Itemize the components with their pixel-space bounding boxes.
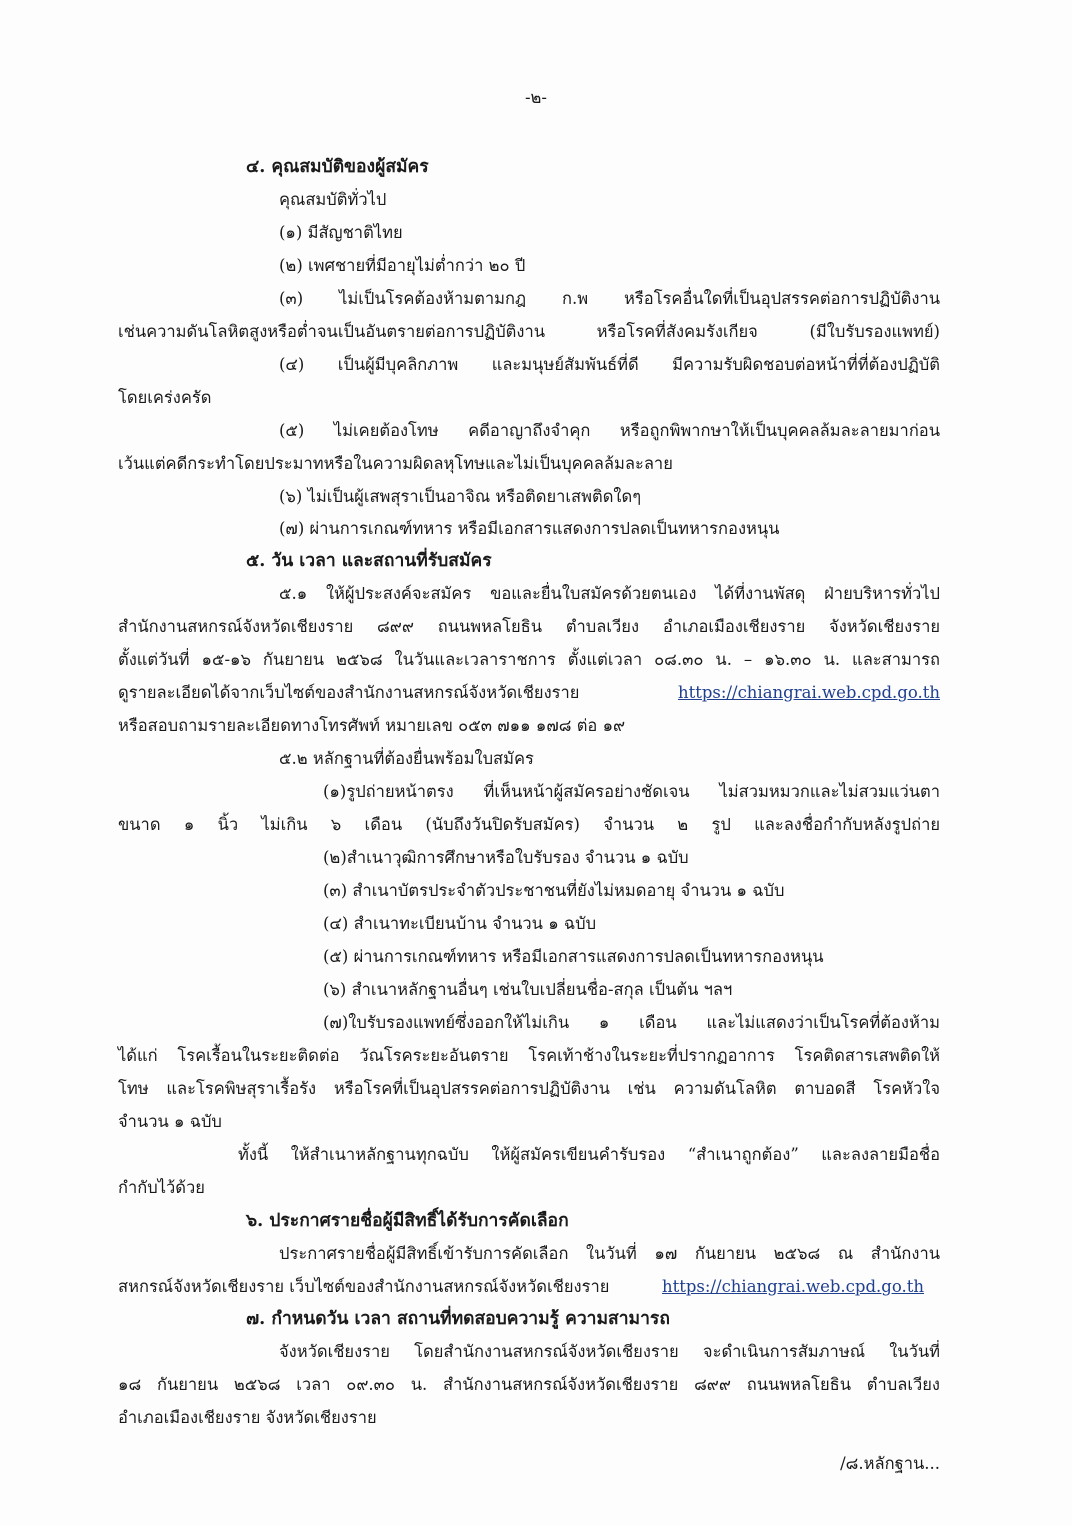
announcement-line-1: ประกาศรายชื่อผู้มีสิทธิ์เข้ารับการคัดเลือก ในวันที่ ๑๗ กันยายน ๒๕๖๘ ณ สำนักงาน xyxy=(279,1244,940,1263)
document-item-3: (๓) สำเนาบัตรประจำตัวประชาชนที่ยังไม่หมดอายุ จำนวน ๑ ฉบับ xyxy=(323,881,785,900)
qualification-item-7: (๗) ผ่านการเกณฑ์ทหาร หรือมีเอกสารแสดงการปลดเป็นทหารกองหนุน xyxy=(279,519,780,538)
document-item-4: (๔) สำเนาทะเบียนบ้าน จำนวน ๑ ฉบับ xyxy=(323,914,597,933)
announcement-website-link[interactable]: https://chiangrai.web.cpd.go.th xyxy=(661,1277,924,1296)
section-7-heading: ๗. กำหนดวัน เวลา สถานที่ทดสอบความรู้ ความสามารถ xyxy=(246,1309,670,1329)
document-item-7-line-1: (๗)ใบรับรองแพทย์ซึ่งออกให้ไม่เกิน ๑ เดือน และไม่แสดงว่าเป็นโรคที่ต้องห้าม xyxy=(323,1013,940,1032)
document-item-1-line-1: (๑)รูปถ่ายหน้าตรง ที่เห็นหน้าผู้สมัครอย่างชัดเจน ไม่สวมหมวกและไม่สวมแว่นตา xyxy=(323,782,940,801)
document-item-7-line-2: ได้แก่ โรคเรื้อนในระยะติดต่อ วัณโรคระยะอันตราย โรคเท้าช้างในระยะที่ปรากฏอาการ โรคติดสารเสพติดให้ xyxy=(118,1046,940,1065)
certification-note-line-1: ทั้งนี้ ให้สำเนาหลักฐานทุกฉบับ ให้ผู้สมัครเขียนคำรับรอง “สำเนาถูกต้อง” และลงลายมือชื่อ xyxy=(238,1145,940,1164)
qualification-item-2: (๒) เพศชายที่มีอายุไม่ต่ำกว่า ๒๐ ปี xyxy=(279,256,526,275)
documents-subheading: ๕.๒ หลักฐานที่ต้องยื่นพร้อมใบสมัคร xyxy=(279,749,534,768)
page-number: -๒- xyxy=(524,88,548,107)
document-item-7-line-4: จำนวน ๑ ฉบับ xyxy=(118,1112,222,1131)
interview-line-3: อำเภอเมืองเชียงราย จังหวัดเชียงราย xyxy=(118,1408,377,1427)
announcement-website-text: สหกรณ์จังหวัดเชียงราย เว็บไซต์ของสำนักงานสหกรณ์จังหวัดเชียงราย xyxy=(118,1277,610,1296)
continuation-note: /๘.หลักฐาน... xyxy=(840,1454,940,1473)
section-4-subheading: คุณสมบัติทั่วไป xyxy=(279,190,387,209)
application-paragraph-line-2: สำนักงานสหกรณ์จังหวัดเชียงราย ๘๙๙ ถนนพหลโยธิน ตำบลเวียง อำเภอเมืองเชียงราย จังหวัดเชียงราย xyxy=(118,617,940,636)
qualification-item-6: (๖) ไม่เป็นผู้เสพสุราเป็นอาจิณ หรือติดยาเสพติดใดๆ xyxy=(279,487,642,506)
document-item-6: (๖) สำเนาหลักฐานอื่นๆ เช่นใบเปลี่ยนชื่อ-สกุล เป็นต้น ฯลฯ xyxy=(323,980,733,999)
qualification-item-4-line-1: (๔) เป็นผู้มีบุคลิกภาพ และมนุษย์สัมพันธ์ที่ดี มีความรับผิดชอบต่อหน้าที่ที่ต้องปฏิบัติ xyxy=(279,355,940,374)
document-item-1-line-2: ขนาด ๑ นิ้ว ไม่เกิน ๖ เดือน (นับถึงวันปิดรับสมัคร) จำนวน ๒ รูป และลงชื่อกำกับหลังรูปถ่าย xyxy=(118,815,940,834)
qualification-item-3-line-1: (๓) ไม่เป็นโรคต้องห้ามตามกฎ ก.พ หรือโรคอื่นใดที่เป็นอุปสรรคต่อการปฏิบัติงาน xyxy=(279,289,940,308)
qualification-item-3-line-2: เช่นความดันโลหิตสูงหรือต่ำจนเป็นอันตรายต่อการปฏิบัติงาน หรือโรคที่สังคมรังเกียจ (มีใบรับรองแพทย์) xyxy=(118,322,940,341)
application-paragraph-line-5: หรือสอบถามรายละเอียดทางโทรศัพท์ หมายเลข ๐๕๓ ๗๑๑ ๑๗๘ ต่อ ๑๙ xyxy=(118,716,626,735)
interview-line-1: จังหวัดเชียงราย โดยสำนักงานสหกรณ์จังหวัดเชียงราย จะดำเนินการสัมภาษณ์ ในวันที่ xyxy=(279,1342,940,1361)
qualification-item-1: (๑) มีสัญชาติไทย xyxy=(279,223,403,242)
document-item-7-line-3: โทษ และโรคพิษสุราเรื้อรัง หรือโรคที่เป็นอุปสรรคต่อการปฏิบัติงาน เช่น ความดันโลหิต ตาบอดสี โรคหัวใจ xyxy=(118,1079,940,1098)
qualification-item-4-line-2: โดยเคร่งครัด xyxy=(118,388,212,407)
section-6-heading: ๖. ประกาศรายชื่อผู้มีสิทธิ์ได้รับการคัดเลือก xyxy=(246,1211,569,1231)
announcement-line-2 xyxy=(118,1275,924,1299)
website-link[interactable]: https://chiangrai.web.cpd.go.th xyxy=(677,683,940,702)
application-paragraph-line-4 xyxy=(118,681,940,705)
section-5-heading: ๕. วัน เวลา และสถานที่รับสมัคร xyxy=(246,551,492,571)
section-4-heading: ๔. คุณสมบัติของผู้สมัคร xyxy=(246,157,429,177)
document-item-2: (๒)สำเนาวุฒิการศึกษาหรือใบรับรอง จำนวน ๑ ฉบับ xyxy=(323,848,689,867)
application-paragraph-line-3: ตั้งแต่วันที่ ๑๕-๑๖ กันยายน ๒๕๖๘ ในวันและเวลาราชการ ตั้งแต่เวลา ๐๘.๓๐ น. – ๑๖.๓๐ น. และสามารถ xyxy=(118,650,940,669)
qualification-item-5-line-2: เว้นแต่คดีกระทำโดยประมาทหรือในความผิดลหุโทษและไม่เป็นบุคคลล้มละลาย xyxy=(118,454,673,473)
application-paragraph-line-1: ๕.๑ ให้ผู้ประสงค์จะสมัคร ขอและยื่นใบสมัครด้วยตนเอง ได้ที่งานพัสดุ ฝ่ายบริหารทั่วไป xyxy=(279,584,940,603)
qualification-item-5-line-1: (๕) ไม่เคยต้องโทษ คดีอาญาถึงจำคุก หรือถูกพิพากษาให้เป็นบุคคลล้มละลายมาก่อน xyxy=(279,421,940,440)
document-item-5: (๕) ผ่านการเกณฑ์ทหาร หรือมีเอกสารแสดงการปลดเป็นทหารกองหนุน xyxy=(323,947,824,966)
certification-note-line-2: กำกับไว้ด้วย xyxy=(118,1178,205,1197)
interview-line-2: ๑๘ กันยายน ๒๕๖๘ เวลา ๐๙.๓๐ น. สำนักงานสหกรณ์จังหวัดเชียงราย ๘๙๙ ถนนพหลโยธิน ตำบลเวียง xyxy=(118,1375,940,1394)
website-reference-text: ดูรายละเอียดได้จากเว็บไซต์ของสำนักงานสหกรณ์จังหวัดเชียงราย xyxy=(118,683,580,702)
